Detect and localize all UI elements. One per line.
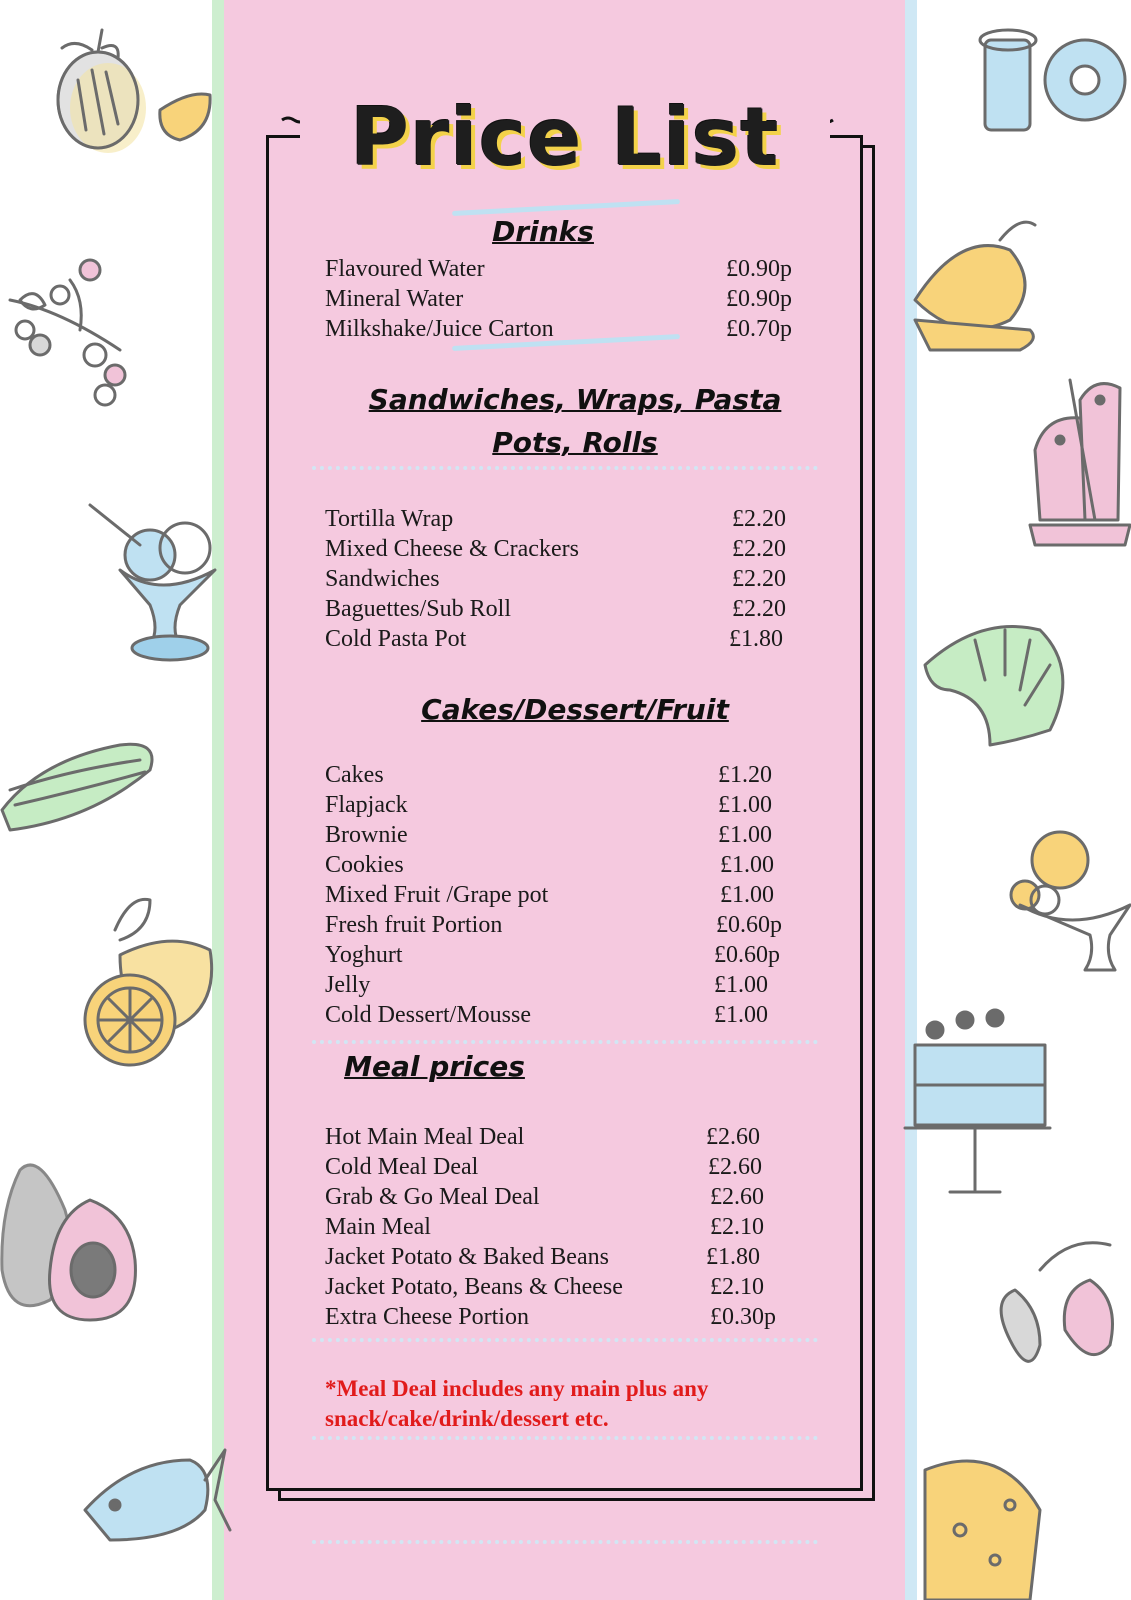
section-heading-sandwiches: Sandwiches, Wraps, Pasta bbox=[368, 383, 782, 416]
item-name: Baguettes/Sub Roll bbox=[325, 596, 511, 622]
item-price: £1.80 bbox=[729, 626, 783, 652]
dotted-divider bbox=[312, 1436, 818, 1440]
note-line: *Meal Deal includes any main plus any bbox=[325, 1376, 709, 1401]
baguette-sandwich-icon bbox=[2, 744, 152, 830]
item-price: £2.60 bbox=[710, 1184, 764, 1210]
item-name: Tortilla Wrap bbox=[325, 506, 454, 532]
avocado-icon bbox=[2, 1165, 136, 1320]
ice-cream-icon bbox=[90, 505, 215, 660]
dotted-divider bbox=[312, 1040, 818, 1044]
item-price: £2.20 bbox=[732, 566, 786, 592]
cheese-icon bbox=[925, 1461, 1040, 1600]
roast-chicken-icon bbox=[915, 222, 1035, 350]
orange-slice-icon bbox=[160, 94, 210, 140]
item-name: Cakes bbox=[325, 762, 384, 788]
cake-stand-icon bbox=[905, 1010, 1050, 1192]
item-name: Mineral Water bbox=[325, 286, 464, 312]
item-price: £1.20 bbox=[718, 762, 772, 788]
item-price: £0.30p bbox=[710, 1304, 776, 1330]
item-price: £2.20 bbox=[732, 596, 786, 622]
meal-deal-note bbox=[325, 1374, 825, 1434]
section-heading-meals: Meal prices bbox=[344, 1050, 525, 1083]
item-name: Flapjack bbox=[325, 792, 408, 818]
page-title: Price List bbox=[300, 98, 830, 178]
item-price: £2.20 bbox=[732, 536, 786, 562]
item-price: £2.60 bbox=[708, 1154, 762, 1180]
croissant-icon bbox=[925, 627, 1063, 745]
item-name: Jacket Potato, Beans & Cheese bbox=[325, 1274, 623, 1300]
item-price: £1.00 bbox=[714, 1002, 768, 1028]
item-price: £1.00 bbox=[714, 972, 768, 998]
item-price: £1.00 bbox=[718, 822, 772, 848]
item-name: Main Meal bbox=[325, 1214, 431, 1240]
section-heading-cakes: Cakes/Dessert/Fruit bbox=[421, 693, 729, 726]
item-name: Fresh fruit Portion bbox=[325, 912, 503, 938]
item-name: Cold Dessert/Mousse bbox=[325, 1002, 531, 1028]
item-name: Yoghurt bbox=[325, 942, 403, 968]
item-name: Extra Cheese Portion bbox=[325, 1304, 529, 1330]
item-name: Sandwiches bbox=[325, 566, 440, 592]
item-name: Cookies bbox=[325, 852, 404, 878]
item-price: £1.00 bbox=[720, 882, 774, 908]
fish-icon bbox=[85, 1450, 230, 1540]
item-name: Cold Meal Deal bbox=[325, 1154, 479, 1180]
item-price: £0.60p bbox=[716, 912, 782, 938]
salt-pepper-icon bbox=[1030, 380, 1130, 545]
item-name: Jelly bbox=[325, 972, 371, 998]
section-heading-sandwiches-line2: Pots, Rolls bbox=[492, 426, 658, 459]
item-name: Mixed Fruit /Grape pot bbox=[325, 882, 549, 908]
item-price: £2.60 bbox=[706, 1124, 760, 1150]
dotted-divider bbox=[312, 1540, 818, 1544]
item-price: £0.90p bbox=[726, 256, 792, 282]
item-price: £1.80 bbox=[706, 1244, 760, 1270]
item-name: Flavoured Water bbox=[325, 256, 485, 282]
item-price: £0.60p bbox=[714, 942, 780, 968]
section-heading-drinks: Drinks bbox=[492, 215, 594, 248]
item-name: Milkshake/Juice Carton bbox=[325, 316, 554, 342]
item-name: Brownie bbox=[325, 822, 408, 848]
item-price: £2.20 bbox=[732, 506, 786, 532]
fruit-bowl-icon bbox=[1011, 832, 1130, 970]
coffee-donut-icon bbox=[980, 30, 1125, 130]
item-price: £2.10 bbox=[710, 1274, 764, 1300]
pears-icon bbox=[1001, 1243, 1112, 1362]
item-name: Cold Pasta Pot bbox=[325, 626, 467, 652]
dotted-divider bbox=[312, 466, 818, 470]
item-price: £1.00 bbox=[718, 792, 772, 818]
item-price: £2.10 bbox=[710, 1214, 764, 1240]
item-price: £1.00 bbox=[720, 852, 774, 878]
note-line: snack/cake/drink/dessert etc. bbox=[325, 1406, 609, 1431]
apple-icon bbox=[58, 30, 146, 153]
item-price: £0.90p bbox=[726, 286, 792, 312]
item-name: Jacket Potato & Baked Beans bbox=[325, 1244, 609, 1270]
item-price: £0.70p bbox=[726, 316, 792, 342]
item-name: Hot Main Meal Deal bbox=[325, 1124, 525, 1150]
item-name: Mixed Cheese & Crackers bbox=[325, 536, 579, 562]
dotted-divider bbox=[312, 1338, 818, 1342]
item-name: Grab & Go Meal Deal bbox=[325, 1184, 540, 1210]
grapes-icon bbox=[10, 260, 125, 405]
lemon-icon bbox=[85, 899, 212, 1065]
